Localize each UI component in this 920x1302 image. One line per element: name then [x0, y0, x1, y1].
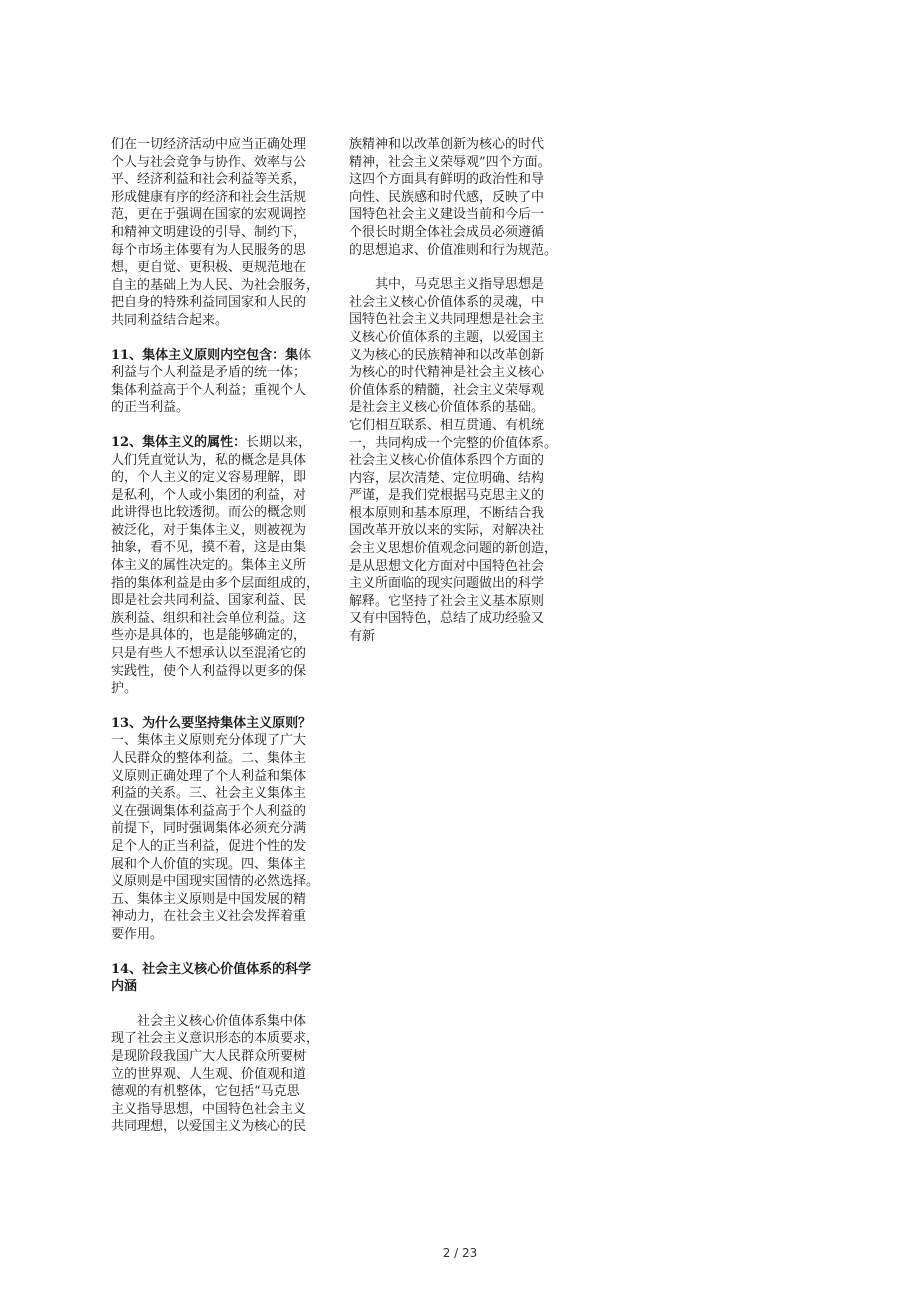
line-text: 形成健康有序的经济和社会生活规: [111, 189, 307, 205]
line-text: 严谨，是我们党根据马克思主义的: [349, 488, 545, 504]
text-line: [111, 645, 343, 663]
paragraph-gap: [349, 259, 581, 276]
text-line: [111, 312, 343, 330]
line-text: 这四个方面具有鲜明的政治性和导: [349, 172, 545, 188]
text-line: [111, 891, 343, 909]
text-line: [349, 154, 581, 172]
text-line: [349, 522, 581, 540]
line-text: 要作用。: [111, 926, 164, 942]
line-text: 范，更在于强调在国家的宏观调控: [111, 207, 307, 223]
text-line: [349, 242, 581, 260]
text-line: [111, 487, 343, 505]
line-text: 立的世界观、人生观、价值观和道: [111, 1066, 307, 1082]
line-text: 社会主义核心价值体系四个方面的: [349, 453, 545, 469]
line-text: 国特色社会主义建设当前和今后一: [349, 207, 545, 223]
line-text: 社会主义核心价值体系的灵魂，中: [349, 294, 545, 310]
line-text: 利益的关系。三、社会主义集体主: [111, 786, 307, 802]
text-line: [111, 627, 343, 645]
line-text: 其中，马克思主义指导思想是: [349, 277, 545, 293]
text-line: [111, 1066, 343, 1084]
section-heading: 12、集体主义的属性：: [111, 434, 247, 450]
line-text: 义核心价值体系的主题，以爱国主: [349, 329, 545, 345]
line-text: 此讲得也比较透彻。而公的概念则: [111, 505, 307, 521]
line-text: 根本原则和基本原理，不断结合我: [349, 505, 545, 521]
text-line: [111, 908, 343, 926]
line-text: 会主义思想价值观念问题的新创造，: [349, 541, 558, 557]
paragraph-gap: [111, 996, 343, 1013]
text-line: [111, 1101, 343, 1119]
text-line: [111, 154, 343, 172]
text-line: [111, 1013, 343, 1031]
text-line: [111, 663, 343, 681]
line-text: 精神，社会主义荣辱观”四个方面。: [349, 154, 551, 170]
text-line: [349, 610, 581, 628]
text-line: [349, 276, 581, 294]
text-line: [111, 434, 343, 452]
text-line: [349, 435, 581, 453]
line-text: 的正当利益。: [111, 400, 190, 416]
text-line: [111, 189, 343, 207]
text-line: [111, 399, 343, 417]
line-text: 人民群众的整体利益。二、集体主: [111, 751, 307, 766]
line-text: 长期以来，: [246, 434, 312, 450]
section-heading: 11、集体主义原则内空包含：集: [111, 347, 299, 363]
text-line: [111, 347, 343, 365]
text-line: [349, 224, 581, 242]
section-heading: 13、为什么要坚持集体主义原则？: [111, 715, 312, 731]
text-line: [111, 978, 343, 996]
text-line: [111, 785, 343, 803]
text-line: [349, 136, 581, 154]
text-line: [349, 593, 581, 611]
text-line: [111, 750, 343, 768]
line-text: 义原则是中国现实国情的必然选择。: [111, 874, 320, 890]
line-text: 它们相互联系、相互贯通、有机统: [349, 417, 545, 433]
line-text: 利益与个人利益是矛盾的统一体；: [111, 365, 307, 381]
text-line: [349, 399, 581, 417]
text-line: [111, 715, 343, 733]
text-line: [111, 277, 343, 295]
line-text: 价值体系的精髓，社会主义荣辱观: [349, 382, 545, 398]
line-text: 个很长时期全体社会成员必须遵循: [349, 224, 545, 240]
text-line: [349, 470, 581, 488]
text-line: [349, 329, 581, 347]
line-text: 有新: [349, 629, 376, 645]
text-line: [111, 1118, 343, 1136]
line-text: 又有中国特色，总结了成功经验又: [349, 611, 545, 627]
text-line: [111, 522, 343, 540]
text-line: [111, 592, 343, 610]
paragraph-gap: [111, 698, 343, 715]
line-text: 是从思想文化方面对中国特色社会: [349, 558, 545, 574]
line-text: 向性、民族感和时代感，反映了中: [349, 189, 545, 205]
paragraph-gap: [111, 330, 343, 347]
text-line: [111, 873, 343, 891]
paragraph-gap: [111, 417, 343, 434]
line-text: 足个人的正当利益，促进个性的发: [111, 838, 307, 854]
line-text: 义为核心的民族精神和以改革创新: [349, 347, 545, 363]
paragraph-gap: [111, 944, 343, 961]
left-text-column: [111, 136, 343, 1136]
line-text: 神动力，在社会主义社会发挥着重: [111, 909, 307, 925]
line-text: 现了社会主义意识形态的本质要求，: [111, 1031, 320, 1047]
text-line: [349, 452, 581, 470]
page-number: 2 / 23: [442, 1246, 478, 1260]
text-line: [349, 311, 581, 329]
line-text: 们在一切经济活动中应当正确处理: [111, 137, 307, 152]
line-text: 义在强调集体利益高于个人利益的: [111, 803, 307, 819]
line-text: 护。: [111, 681, 138, 697]
text-line: [349, 364, 581, 382]
line-text: 为核心的时代精神是社会主义核心: [349, 365, 545, 381]
line-text: 解释。它坚持了社会主义基本原则: [349, 593, 545, 609]
text-line: [111, 259, 343, 277]
text-line: [349, 206, 581, 224]
text-line: [349, 382, 581, 400]
line-text: 只是有些人不想承认以至混淆它的: [111, 646, 307, 662]
line-text: 共同理想，以爱国主义为核心的民: [111, 1119, 307, 1135]
text-line: [111, 136, 343, 154]
line-text: 体: [298, 347, 312, 363]
line-text: 主义所面临的现实问题做出的科学: [349, 576, 545, 592]
text-line: [349, 171, 581, 189]
text-line: [111, 382, 343, 400]
text-line: [349, 487, 581, 505]
text-line: [111, 224, 343, 242]
line-text: 前提下，同时强调集体必须充分满: [111, 821, 307, 837]
text-line: [111, 926, 343, 944]
line-text: 人们凭直觉认为，私的概念是具体: [111, 452, 307, 468]
line-text: 指的集体利益是由多个层面组成的，: [111, 575, 320, 591]
line-text: 一，共同构成一个完整的价值体系。: [349, 435, 558, 451]
text-line: [111, 732, 343, 750]
line-text: 国改革开放以来的实际，对解决社: [349, 523, 545, 539]
line-text: 德观的有机整体，它包括“马克思: [111, 1084, 300, 1100]
line-text: 一、集体主义原则充分体现了广大: [111, 733, 307, 749]
line-text: 集体利益高于个人利益；重视个人: [111, 382, 307, 398]
text-line: [111, 452, 343, 470]
text-line: [349, 294, 581, 312]
text-line: [111, 1048, 343, 1066]
line-text: 五、集体主义原则是中国发展的精: [111, 891, 307, 907]
text-line: [349, 575, 581, 593]
text-line: [111, 557, 343, 575]
text-line: [111, 294, 343, 312]
text-line: [111, 242, 343, 260]
line-text: 和精神文明建设的引导、制约下，: [111, 224, 307, 240]
text-line: [111, 504, 343, 522]
line-text: 义原则正确处理了个人利益和集体: [111, 768, 307, 784]
line-text: 体主义的属性决定的。集体主义所: [111, 558, 307, 574]
text-line: [111, 838, 343, 856]
text-line: [349, 558, 581, 576]
line-text: 实践性，使个人利益得以更多的保: [111, 663, 307, 679]
line-text: 平、经济利益和社会利益等关系，: [111, 172, 307, 188]
line-text: 每个市场主体要有为人民服务的思: [111, 242, 307, 258]
text-line: [349, 540, 581, 558]
line-text: 是现阶段我国广大人民群众所要树: [111, 1048, 307, 1064]
line-text: 的思想追求、价值准则和行为规范。: [349, 242, 558, 258]
line-text: 自主的基础上为人民、为社会服务，: [111, 277, 320, 293]
line-text: 的，个人主义的定义容易理解，即: [111, 470, 307, 486]
text-line: [111, 575, 343, 593]
text-line: [111, 856, 343, 874]
text-line: [111, 469, 343, 487]
text-line: [349, 189, 581, 207]
line-text: 国特色社会主义共同理想是社会主: [349, 312, 545, 328]
line-text: 展和个人价值的实现。四、集体主: [111, 856, 307, 872]
line-text: 社会主义核心价值体系集中体: [111, 1013, 307, 1029]
text-line: [111, 768, 343, 786]
line-text: 抽象，看不见，摸不着，这是由集: [111, 540, 307, 556]
line-text: 族利益、组织和社会单位利益。这: [111, 610, 307, 626]
text-line: [111, 171, 343, 189]
text-line: [349, 505, 581, 523]
line-text: 些亦是具体的，也是能够确定的，: [111, 628, 307, 644]
line-text: 族精神和以改革创新为核心的时代: [349, 137, 545, 152]
text-line: [111, 820, 343, 838]
text-line: [111, 206, 343, 224]
line-text: 共同利益结合起来。: [111, 312, 229, 328]
text-line: [111, 680, 343, 698]
line-text: 内容，层次清楚、定位明确、结构: [349, 470, 545, 486]
line-text: 是私利，个人或小集团的利益，对: [111, 487, 307, 503]
text-line: [111, 1030, 343, 1048]
line-text: 想，更自觉、更积极、更规范地在: [111, 260, 307, 276]
text-line: [111, 539, 343, 557]
line-text: 即是社会共同利益、国家利益、民: [111, 593, 307, 609]
text-line: [111, 1083, 343, 1101]
section-heading: 内涵: [111, 979, 138, 995]
line-text: 是社会主义核心价值体系的基础。: [349, 400, 545, 416]
line-text: 主义指导思想，中国特色社会主义: [111, 1101, 307, 1117]
text-line: [111, 961, 343, 979]
text-line: [349, 417, 581, 435]
text-line: [111, 803, 343, 821]
text-line: [111, 610, 343, 628]
line-text: 把自身的特殊利益同国家和人民的: [111, 295, 307, 311]
section-heading: 14、社会主义核心价值体系的科学: [111, 961, 312, 977]
text-line: [349, 628, 581, 646]
line-text: 个人与社会竞争与协作、效率与公: [111, 154, 307, 170]
text-line: [111, 364, 343, 382]
right-text-column: [349, 136, 581, 646]
line-text: 被泛化，对于集体主义，则被视为: [111, 522, 307, 538]
text-line: [349, 347, 581, 365]
